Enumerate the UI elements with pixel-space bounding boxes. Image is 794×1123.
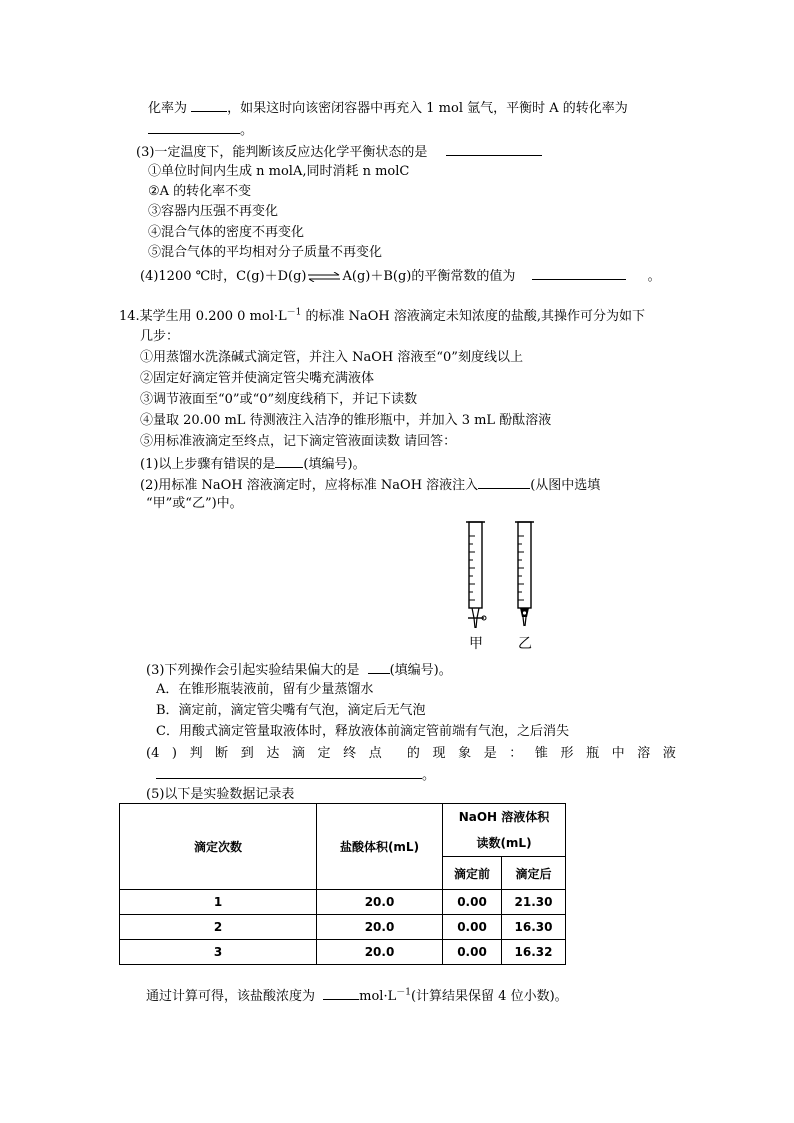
q13-option: ⑤混合气体的平均相对分子质量不再变化 <box>148 245 383 260</box>
q14-part2-cont: “甲”或“乙”)中。 <box>146 496 243 511</box>
q14-part1: (1)以上步骤有错误的是 (填编号)。 <box>140 454 366 474</box>
q13-option: ③容器内压强不再变化 <box>148 204 279 219</box>
q13-option: ①单位时间内生成 n molA,同时消耗 n molC <box>148 164 410 179</box>
label-jia: 甲 <box>469 636 483 652</box>
answer-blank[interactable] <box>368 660 390 674</box>
q14-step: ③调节液面至“0”或“0”刻度线稍下，并记下读数 <box>140 392 418 407</box>
header-count: 滴定次数 <box>120 804 317 890</box>
q13-option: ④混合气体的密度不再变化 <box>148 225 305 240</box>
table-row: 2 20.0 0.00 16.30 <box>120 915 566 940</box>
q14-intro: 14.某学生用 0.200 0 $mol\cdot L^{-1}$ 的标准 NaOH 溶液滴定未知浓度的盐酸,其操作可分为如下 <box>119 307 646 324</box>
header-before: 滴定前 <box>443 857 502 890</box>
q14-step: ⑤用标准液滴定至终点，记下滴定管液面读数 请回答： <box>140 434 457 449</box>
q14-part3-option: B．滴定前，滴定管尖嘴有气泡，滴定后无气泡 <box>156 703 426 718</box>
q14-part4-blank-line: 。 <box>156 765 435 785</box>
answer-blank[interactable] <box>191 98 227 112</box>
burette-figure <box>458 518 550 653</box>
q13-part3: (3)一定温度下，能判断该反应达化学平衡状态的是 <box>136 142 542 162</box>
q13-line1: 化率为 ，如果这时向该密闭容器中再充入 1 mol 氩气，平衡时 A 的转化率为 <box>148 98 628 118</box>
header-after: 滴定后 <box>502 857 566 890</box>
q14-step: ④量取 20.00 mL 待测液注入洁净的锥形瓶中，并加入 3 mL 酚酞溶液 <box>140 413 552 428</box>
q14-part5: (5)以下是实验数据记录表 <box>146 787 295 802</box>
answer-blank[interactable] <box>478 475 530 489</box>
burette-yi-icon <box>515 522 534 626</box>
q14-part2: (2)用标准 NaOH 溶液滴定时，应将标准 NaOH 溶液注入 (从图中选填 <box>140 475 600 495</box>
q14-intro-cont: 几步： <box>140 329 180 344</box>
answer-blank[interactable] <box>156 765 422 779</box>
table-row: 3 20.0 0.00 16.32 <box>120 940 566 965</box>
answer-blank[interactable] <box>323 986 359 1000</box>
label-yi: 乙 <box>518 636 532 652</box>
q14-step: ②固定好滴定管并使滴定管尖嘴充满液体 <box>140 371 375 386</box>
q13-part4: (4)1200 ℃时，C(g)＋D(g) A(g)＋B(g)的平衡常数的值为 。 <box>140 266 661 286</box>
header-hcl-volume: 盐酸体积(mL) <box>317 804 443 890</box>
answer-blank[interactable] <box>532 266 626 280</box>
table-row: 1 20.0 0.00 21.30 <box>120 890 566 915</box>
q14-step: ①用蒸馏水洗涤碱式滴定管，并注入 NaOH 溶液至“0”刻度线以上 <box>140 350 523 365</box>
q14-part4: (4 ) 判 断 到 达 滴 定 终 点 的 现 象 是 ： 锥 形 瓶 中 溶 液 <box>146 746 676 761</box>
q14-final: 通过计算可得，该盐酸浓度为 $mol\cdot L^{-1}$(计算结果保留 4 位小数)。 <box>146 987 568 1004</box>
equilibrium-arrow-icon <box>307 272 341 282</box>
answer-blank[interactable] <box>275 454 303 468</box>
answer-blank[interactable] <box>148 120 240 134</box>
answer-blank[interactable] <box>446 142 542 156</box>
q13-option: ②A 的转化率不变 <box>148 184 252 199</box>
q13-line2: 。 <box>148 120 253 140</box>
q14-part3: (3)下列操作会引起实验结果偏大的是 (填编号)。 <box>146 660 452 680</box>
q14-part3-option: C．用酸式滴定管量取液体时，释放液体前滴定管前端有气泡，之后消失 <box>156 724 569 739</box>
burette-jia-icon <box>466 522 486 628</box>
header-naoh-volume: NaOH 溶液体积 读数(mL) <box>443 804 566 857</box>
titration-data-table <box>119 803 566 965</box>
q14-part3-option: A．在锥形瓶装液前，留有少量蒸馏水 <box>156 682 374 697</box>
